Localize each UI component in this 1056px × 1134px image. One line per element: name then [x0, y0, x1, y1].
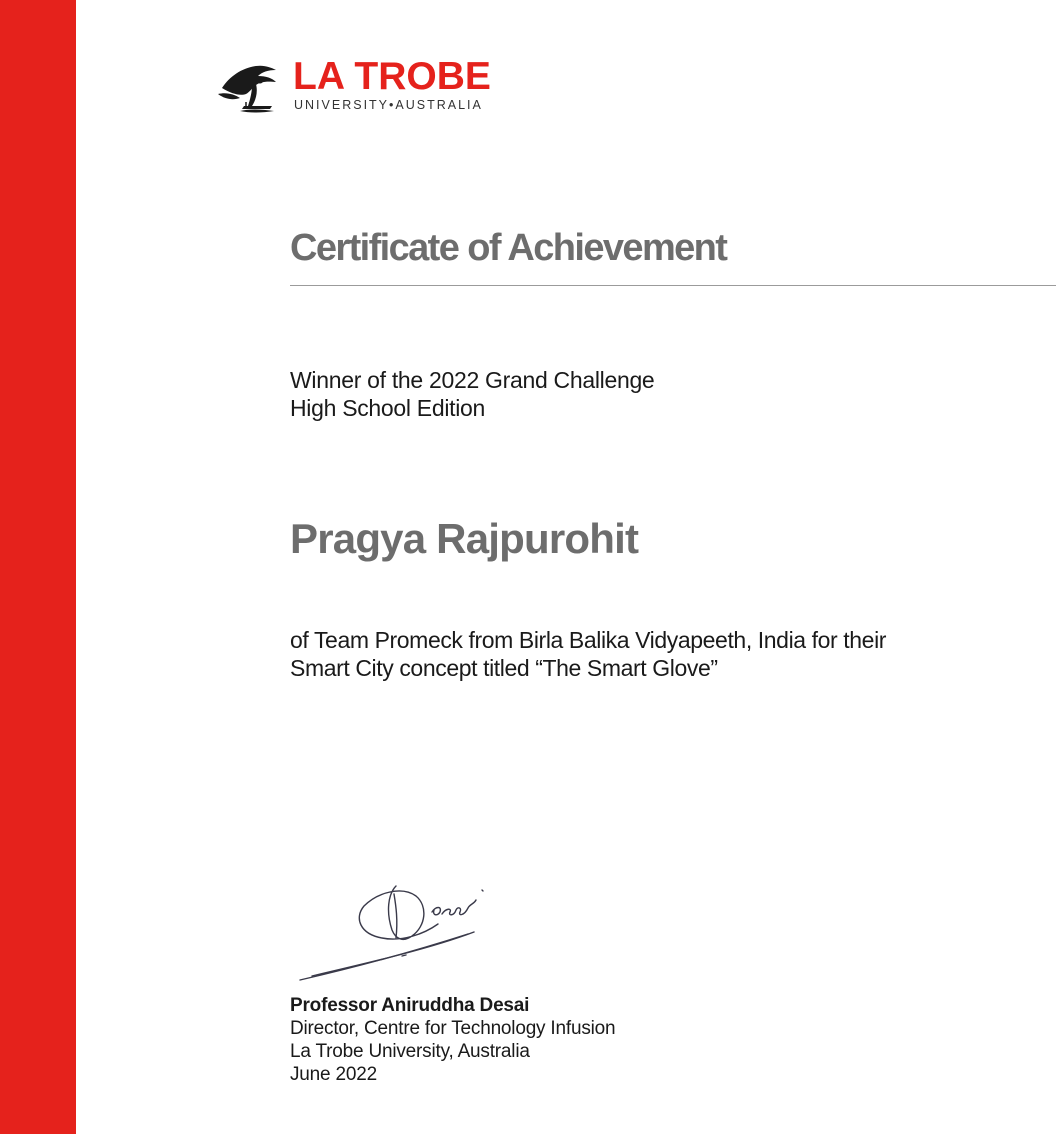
- signatory-role: Director, Centre for Technology Infusion: [290, 1018, 616, 1039]
- certificate-title: Certificate of Achievement: [290, 227, 727, 269]
- signatory-name: Professor Aniruddha Desai: [290, 995, 530, 1016]
- award-edition: High School Edition: [290, 395, 486, 421]
- award-line: Winner of the 2022 Grand Challenge: [290, 367, 655, 393]
- griffin-bird-icon: [216, 58, 280, 118]
- certificate-date: June 2022: [290, 1064, 377, 1085]
- title-divider: [290, 285, 1056, 286]
- citation-line-1: of Team Promeck from Birla Balika Vidyapeeth, India for their: [290, 627, 887, 653]
- signatory-block: [290, 994, 615, 1086]
- logo-subtitle: UNIVERSITY•AUSTRALIA: [294, 98, 483, 112]
- logo-wordmark: LA TROBE: [293, 55, 491, 98]
- signatory-institution: La Trobe University, Australia: [290, 1041, 530, 1062]
- university-logo: [216, 56, 516, 120]
- red-side-bar: [0, 0, 76, 1134]
- handwritten-signature: [292, 872, 512, 987]
- citation-line-2: Smart City concept titled “The Smart Glove”: [290, 655, 718, 681]
- citation-text: [290, 626, 886, 682]
- recipient-name: Pragya Rajpurohit: [290, 515, 639, 562]
- award-description: [290, 366, 654, 422]
